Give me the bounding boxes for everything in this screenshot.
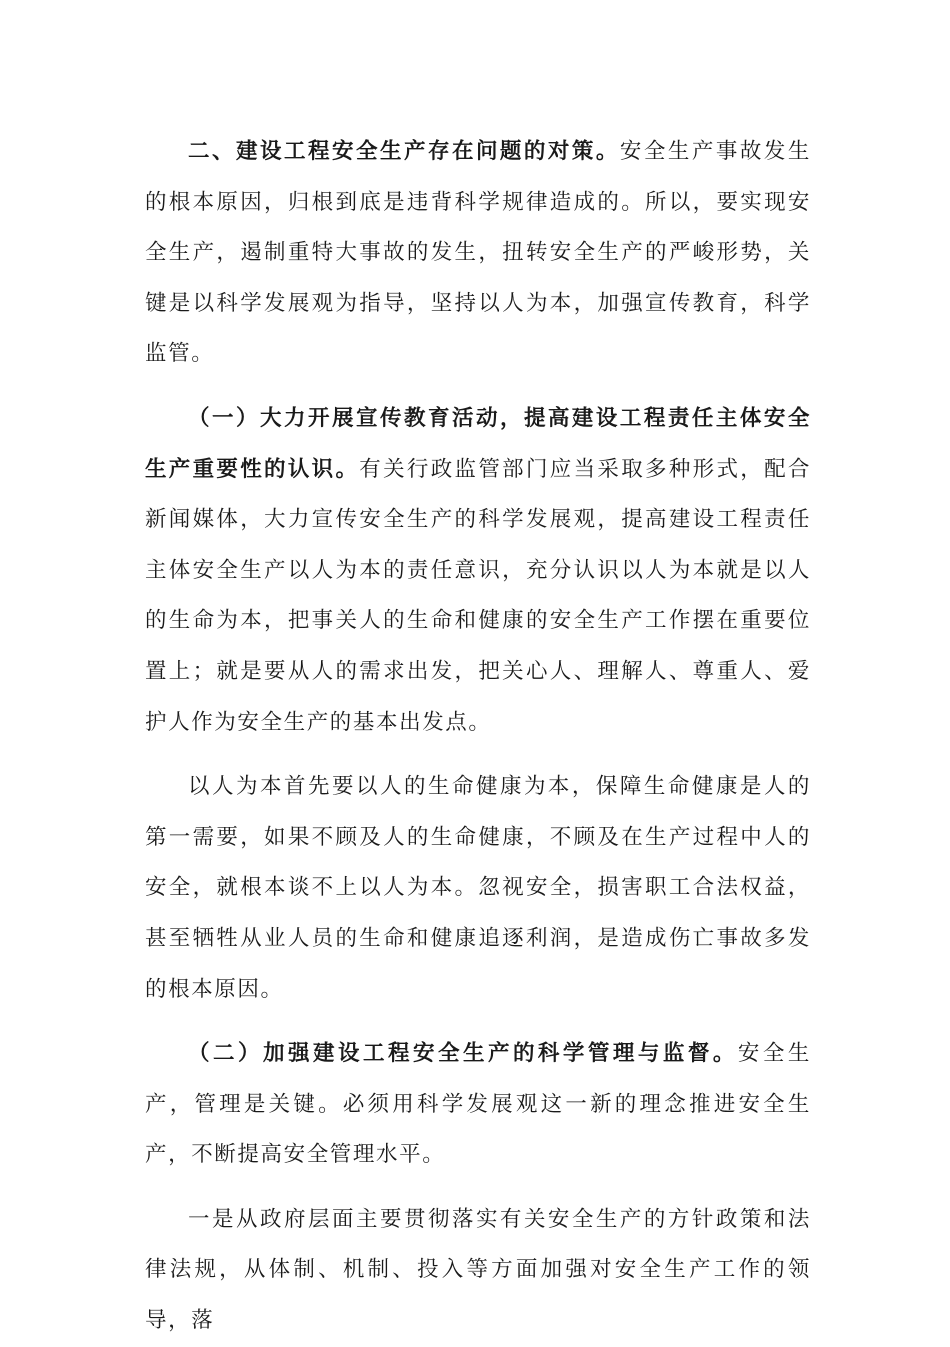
paragraph-people-oriented [145, 762, 811, 1015]
section-heading-two: 二、建设工程安全生产存在问题的对策。 [188, 139, 620, 164]
paragraph-text: 有关行政监管部门应当采取多种形式，配合新闻媒体，大力宣传安全生产的科学发展观，提高建设工程责任主体安全生产以人为本的责任意识，充分认识以人为本就是以人的生命为本，把事关人的生命和健康的安全生产工作摆在重要位置上；就是要从人的需求出发，把关心人、理解人、尊重人、爱护人作为安全生产的基本出发点。 [145, 456, 811, 735]
paragraph-text: 安全生产，管理是关键。必须用科学发展观这一新的理念推进安全生产，不断提高安全管理水平。 [145, 1041, 811, 1168]
paragraph-publicity-education [145, 394, 811, 748]
paragraph-text: 安全生产事故发生的根本原因，归根到底是违背科学规律造成的。所以，要实现安全生产，遏制重特大事故的发生，扭转安全生产的严峻形势，关键是以科学发展观为指导，坚持以人为本，加强宣传教育，科学监管。 [145, 139, 811, 367]
paragraph-text: 以人为本首先要以人的生命健康为本，保障生命健康是人的第一需要，如果不顾及人的生命健康，不顾及在生产过程中人的安全，就根本谈不上以人为本。忽视安全，损害职工合法权益，甚至牺牲从业人员的生命和健康追逐利润，是造成伤亡事故多发的根本原因。 [145, 774, 811, 1002]
document-body [145, 127, 811, 1347]
paragraph-countermeasures-intro [145, 127, 811, 380]
subsection-heading-two: （二）加强建设工程安全生产的科学管理与监督。 [188, 1041, 738, 1067]
paragraph-text: 一是从政府层面主要贯彻落实有关安全生产的方针政策和法律法规，从体制、机制、投入等方面加强对安全生产工作的领导，落 [145, 1206, 811, 1334]
paragraph-management-supervision [145, 1029, 811, 1181]
paragraph-government-level [145, 1195, 811, 1347]
subsection-heading-one: （一）大力开展宣传教育活动，提高建设工程责任主体安全生产重要性的认识。 [145, 405, 811, 482]
